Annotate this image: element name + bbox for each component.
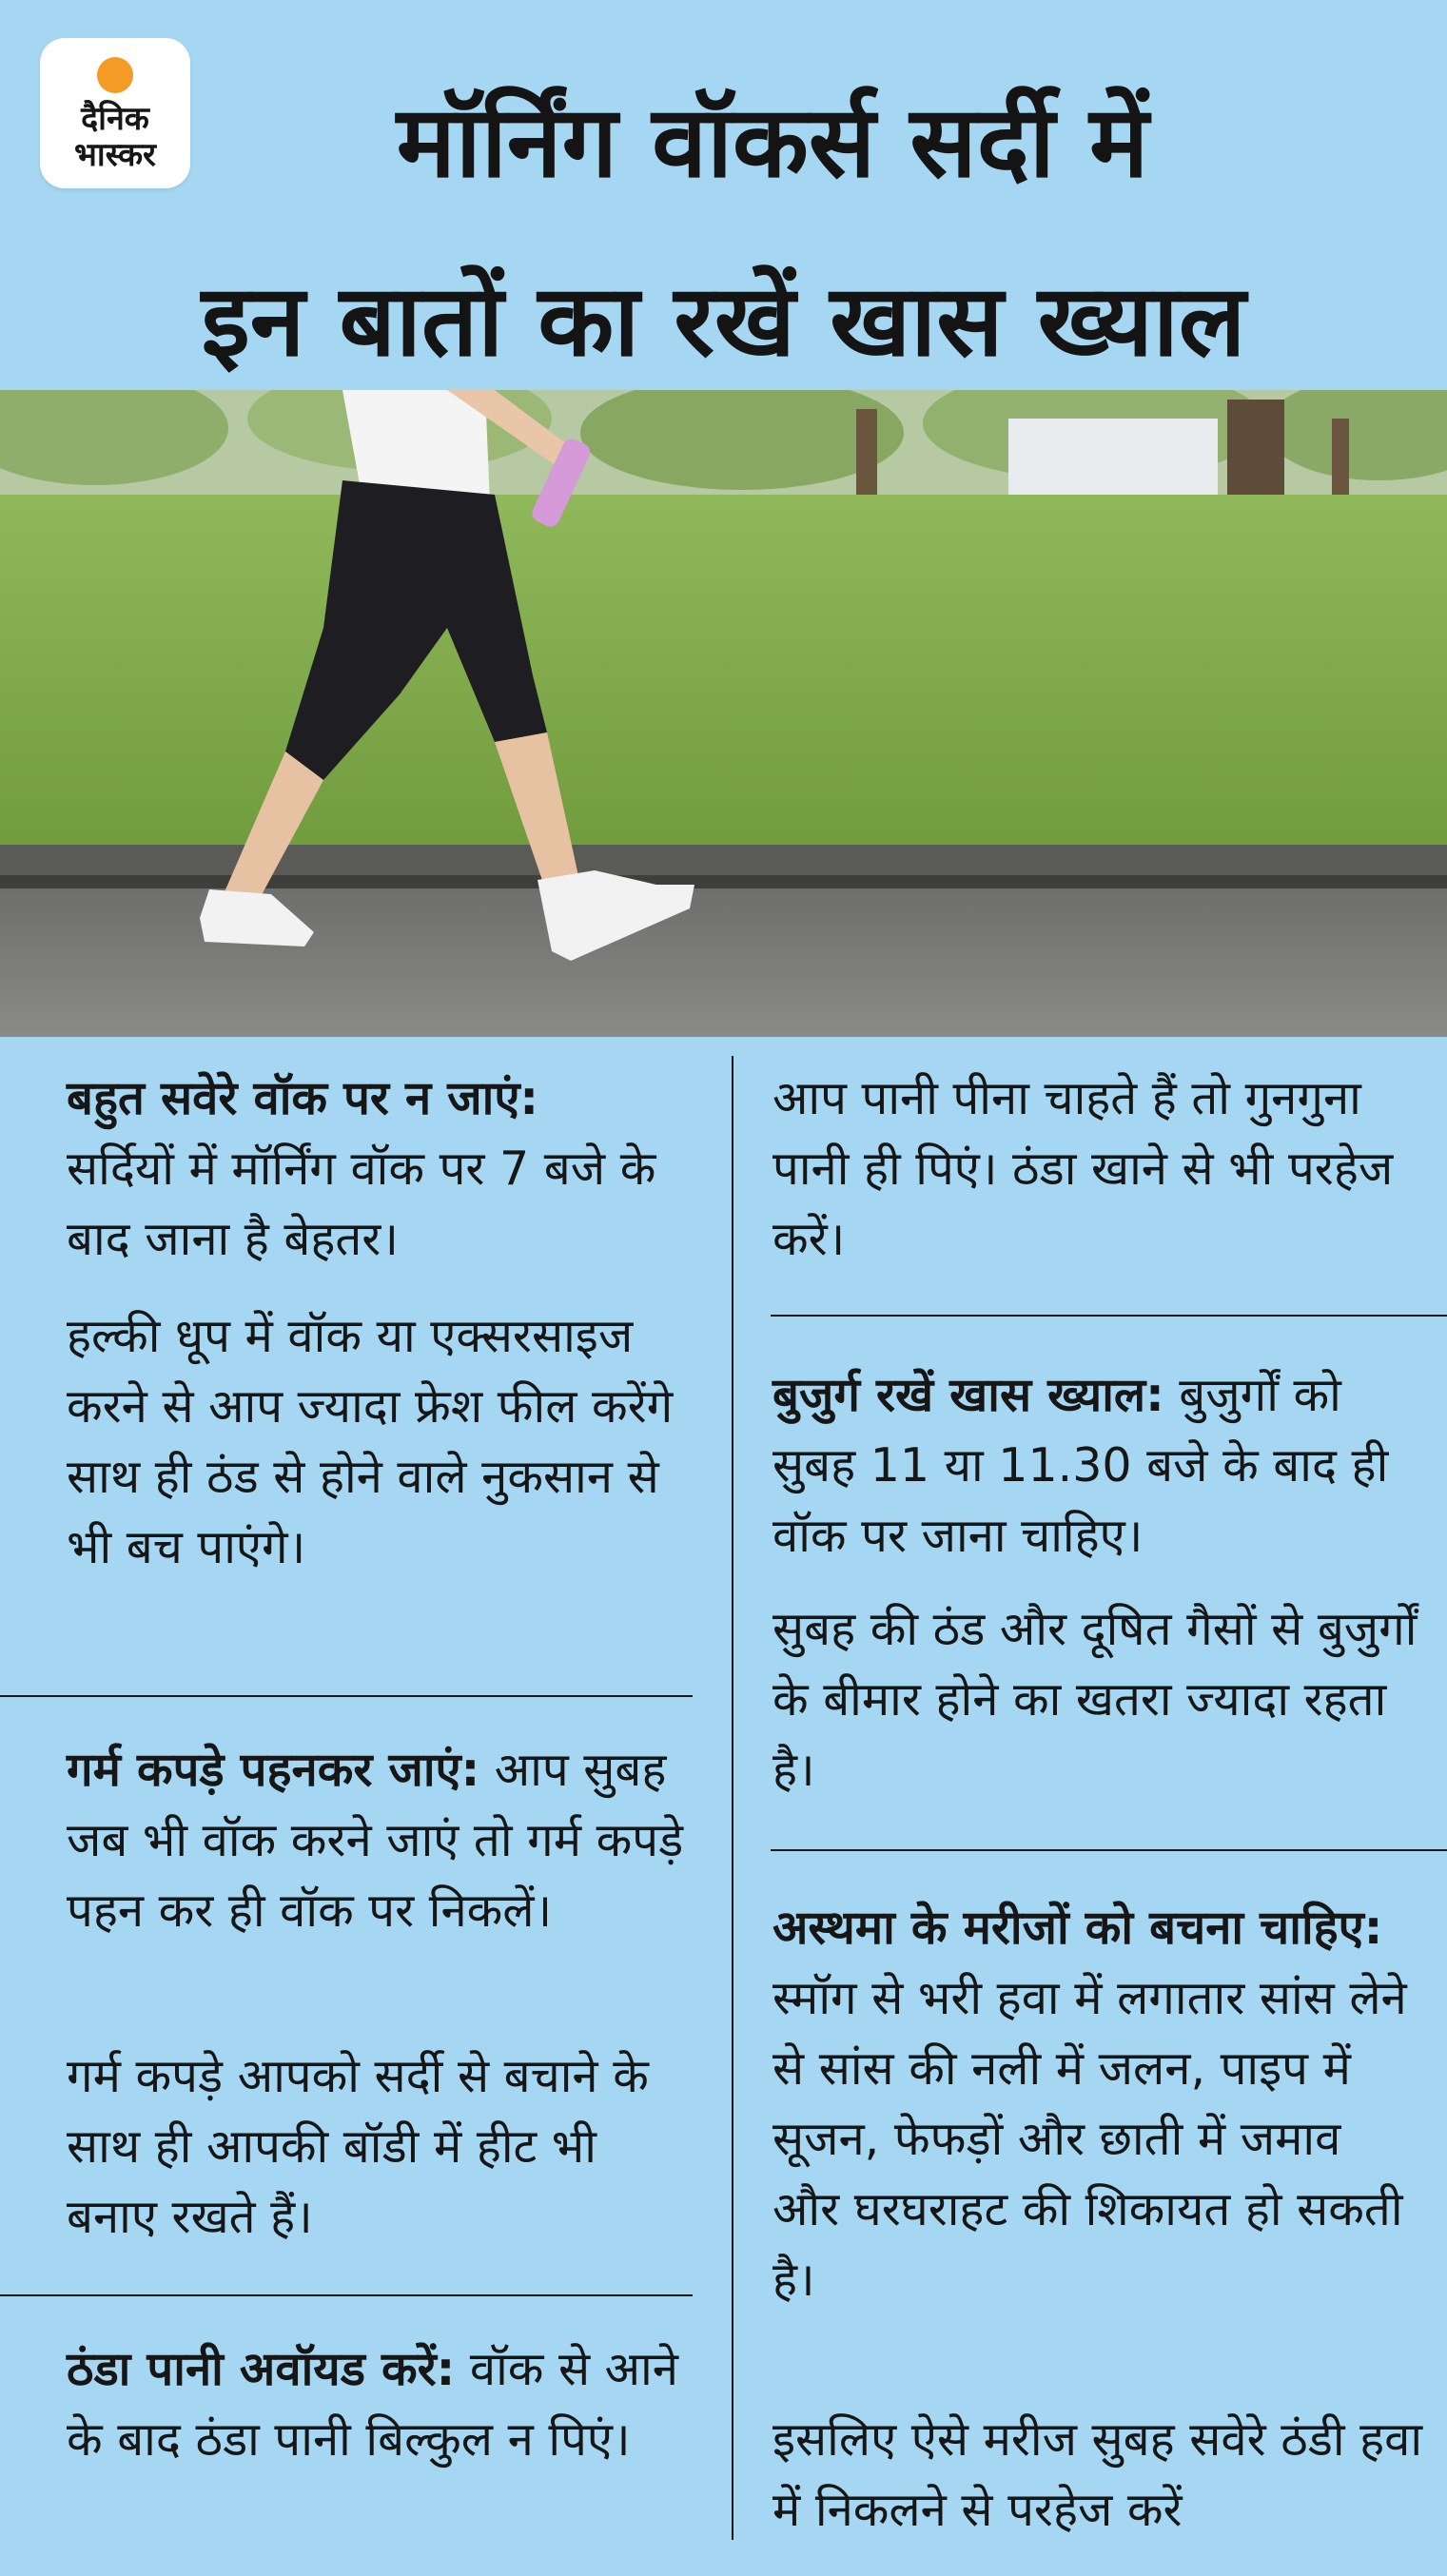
left-divider-2 <box>0 2294 693 2296</box>
right-divider-2 <box>771 1849 1447 1851</box>
walking-woman-photo <box>0 390 1447 1037</box>
tip-text: इसलिए ऐसे मरीज सुबह सवेरे ठंडी हवा में निकलने से परहेज करें <box>772 2412 1423 2537</box>
tip-text: सर्दियों में मॉर्निंग वॉक पर 7 बजे के बाद जाना है बेहतर। <box>67 1142 656 1266</box>
tip-text: स्मॉग से भरी हवा में लगातार सांस लेने से सांस की नली में जलन, पाइप में सूजन, फेफड़ों और छाती में जमाव और घरघराहट की शिकायत हो सकती है। <box>772 1971 1407 2307</box>
tip-heading: ठंडा पानी अवॉयड करें: <box>67 2342 456 2396</box>
tip-heading: बुजुर्ग रखें खास ख्याल: <box>772 1368 1164 1422</box>
dainik-bhaskar-logo[interactable] <box>40 38 190 188</box>
tip-asthma-advice <box>772 2405 1429 2546</box>
tip-warm-water <box>772 1064 1419 1275</box>
tip-elderly <box>772 1360 1419 1571</box>
tip-heading: गर्म कपड़े पहनकर जाएं: <box>67 1743 480 1797</box>
right-divider-1 <box>771 1315 1447 1317</box>
tip-heading: बहुत सवेरे वॉक पर न जाएं: <box>67 1071 539 1125</box>
tip-text: बुजुर्गों को सुबह 11 या 11.30 बजे के बाद ही वॉक पर जाना चाहिए। <box>772 1368 1389 1563</box>
tip-text: गर्म कपड़े आपको सर्दी से बचाने के साथ ही आपकी बॉडी में हीट भी बनाए रखते हैं। <box>67 2049 649 2244</box>
header <box>0 0 1447 390</box>
tip-warm-clothes-benefit <box>67 2041 694 2253</box>
logo-text-line1: दैनिक <box>81 100 149 138</box>
tip-text: सुबह की ठंड और दूषित गैसों से बुजुर्गों के बीमार होने का खतरा ज्यादा रहता है। <box>772 1602 1418 1797</box>
tip-sunlight <box>67 1301 694 1583</box>
tip-warm-clothes <box>67 1735 685 1946</box>
tip-text: आप सुबह जब भी वॉक करने जाएं तो गर्म कपड़े पहन कर ही वॉक पर निकलें। <box>67 1743 684 1938</box>
tip-early-walk <box>67 1064 685 1275</box>
tip-asthma <box>772 1893 1419 2315</box>
left-divider-1 <box>0 1695 693 1697</box>
tip-avoid-cold-water <box>67 2334 685 2475</box>
sun-dot-icon <box>97 57 133 93</box>
tip-heading: अस्थमा के मरीजों को बचना चाहिए: <box>772 1901 1383 1955</box>
tip-text: वॉक से आने के बाद ठंडा पानी बिल्कुल न पिएं। <box>67 2342 678 2467</box>
headline-line2: इन बातों का रखें खास ख्याल <box>201 263 1246 379</box>
column-divider <box>732 1056 733 2540</box>
logo-text-line2: भास्कर <box>74 136 156 174</box>
headline-line1: मॉर्निंग वॉकर्स सर्दी में <box>396 84 1149 200</box>
tip-text: हल्की धूप में वॉक या एक्सरसाइज करने से आप ज्यादा फ्रेश फील करेंगे साथ ही ठंड से होने वाले नुकसान से भी बच पाएंगे। <box>67 1309 674 1574</box>
tip-text: आप पानी पीना चाहते हैं तो गुनगुना पानी ही पिएं। ठंडा खाने से भी परहेज करें। <box>772 1071 1394 1266</box>
tip-elderly-risk <box>772 1594 1419 1805</box>
